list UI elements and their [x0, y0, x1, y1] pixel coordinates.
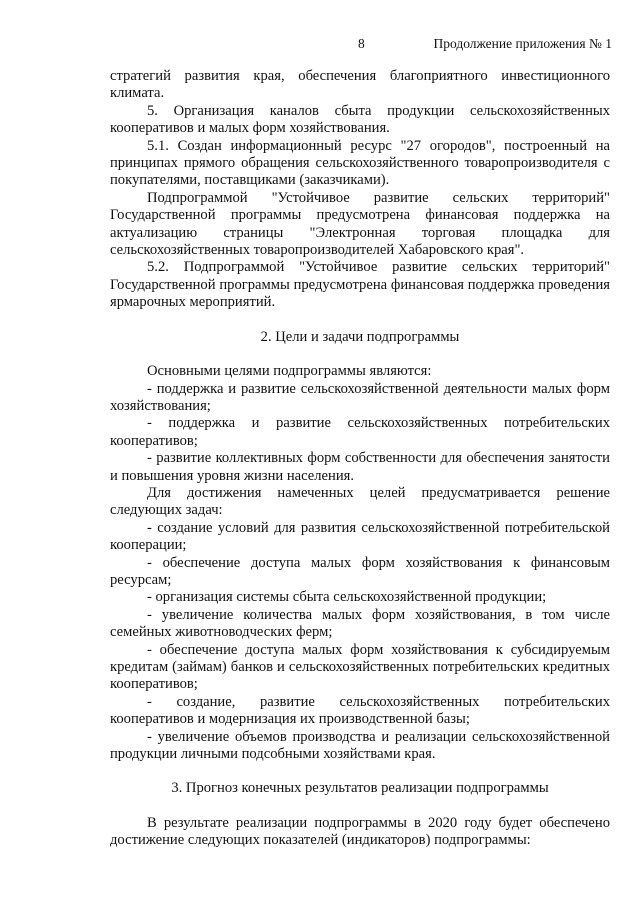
section-heading-goals: 2. Цели и задачи подпрограммы — [260, 328, 460, 345]
paragraph: Основными целями подпрограммы являются: — [147, 363, 432, 380]
list-item: - развитие коллективных форм собственности для обеспечения занятости и повышения уровня жизни населения. — [110, 450, 610, 484]
paragraph: Подпрограммой "Устойчивое развитие сельских территорий" Государственной программы предусмотрена финансовая поддержка на актуализацию страницы "Электронная торговая площадка для сельскохозяйственных товаропроизводителей Хабаровского края". — [110, 189, 610, 259]
list-item: - поддержка и развитие сельскохозяйственной деятельности малых форм хозяйствования; — [110, 380, 610, 414]
paragraph: 5.1. Создан информационный ресурс "27 огородов", построенный на принципах прямого обращения сельскохозяйственного товаропроизводителя с покупателями, поставщиками (заказчиками). — [110, 137, 610, 189]
paragraph: В результате реализации подпрограммы в 2020 году будет обеспечено достижение следующих показателей (индикаторов) подпрограммы: — [110, 814, 610, 849]
spacer — [110, 346, 610, 363]
list-item: - создание условий для развития сельскохозяйственной потребительской кооперации; — [110, 519, 610, 554]
list-item: - обеспечение доступа малых форм хозяйствования к субсидируемым кредитам (займам) банков и сельскохозяйственных потребительских кредитных кооперативов; — [110, 641, 610, 693]
document-body — [110, 68, 610, 850]
list-item: - создание, развитие сельскохозяйственных потребительских кооперативов и модернизация их производственной базы; — [110, 693, 610, 728]
list-item: - обеспечение доступа малых форм хозяйствования к финансовым ресурсам; — [110, 554, 610, 588]
paragraph: 5. Организация каналов сбыта продукции сельскохозяйственных кооперативов и малых форм хозяйствования. — [110, 102, 610, 137]
spacer — [110, 763, 610, 780]
section-heading-results: 3. Прогноз конечных результатов реализации подпрограммы — [171, 780, 549, 797]
spacer — [110, 312, 610, 329]
spacer — [110, 798, 610, 815]
list-item: - увеличение объемов производства и реализации сельскохозяйственной продукции личными подсобными хозяйствами края. — [110, 728, 610, 763]
page-number: 8 — [358, 36, 365, 51]
paragraph: Для достижения намеченных целей предусматривается решение следующих задач: — [110, 484, 610, 519]
list-item: - поддержка и развитие сельскохозяйственных потребительских кооперативов; — [110, 415, 610, 449]
list-item: - увеличение количества малых форм хозяйствования, в том числе семейных животноводческих ферм; — [110, 606, 610, 641]
paragraph: стратегий развития края, обеспечения благоприятного инвестиционного климата. — [110, 68, 610, 102]
page-header — [110, 36, 612, 56]
list-item: - организация системы сбыта сельскохозяйственной продукции; — [147, 589, 547, 606]
paragraph: 5.2. Подпрограммой "Устойчивое развитие сельских территорий" Государственной программы предусмотрена финансовая поддержка проведения ярмарочных мероприятий. — [110, 259, 610, 311]
continuation-note: Продолжение приложения № 1 — [433, 36, 612, 51]
